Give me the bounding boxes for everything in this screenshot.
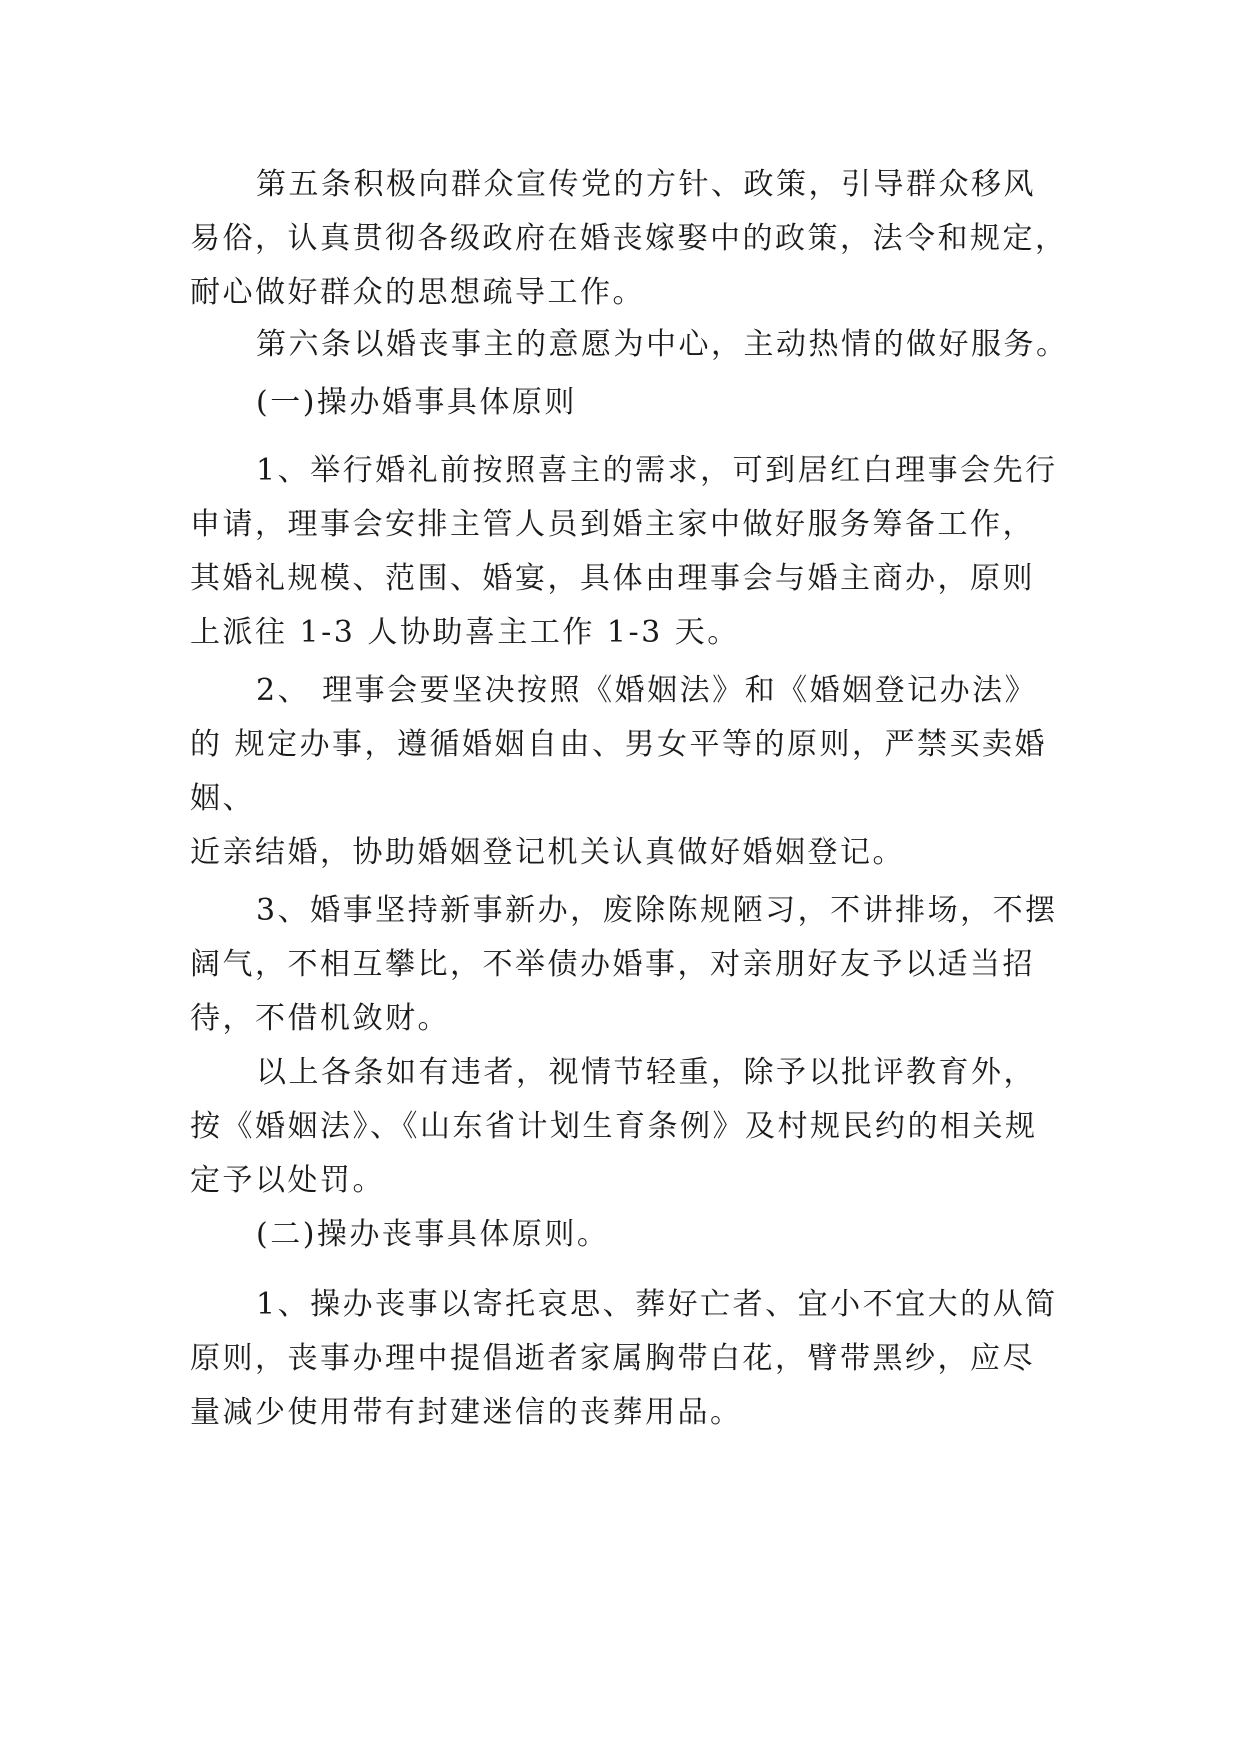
text-line: (二)操办丧事具体原则。: [256, 1217, 610, 1252]
paragraph-wedding-item-1: [190, 444, 1070, 660]
section-heading-wedding: [190, 376, 1070, 430]
text-line: 1、举行婚礼前按照喜主的需求，可到居红白理事会先行: [256, 453, 1058, 488]
paragraph-funeral-item-1: [190, 1278, 1070, 1440]
text-line: 以上各条如有违者，视情节轻重，除予以批评教育外，: [256, 1055, 1036, 1090]
paragraph-article-6: [190, 318, 1070, 372]
paragraph-wedding-item-3: [190, 884, 1070, 1046]
section-heading-funeral: [190, 1208, 1070, 1262]
text-line: 按《婚姻法》、《山东省计划生育条例》及村规民约的相关规: [190, 1109, 1038, 1144]
paragraph-article-5: [190, 158, 1070, 320]
text-line: 易俗，认真贯彻各级政府在婚丧嫁娶中的政策，法令和规定，: [190, 221, 1068, 256]
text-line: 3、婚事坚持新事新办，废除陈规陋习，不讲排场，不摆: [256, 893, 1058, 928]
text-line: 耐心做好群众的思想疏导工作。: [190, 275, 645, 310]
text-line: 1、操办丧事以寄托哀思、葬好亡者、宜小不宜大的从简: [256, 1287, 1058, 1322]
text-line: 其婚礼规模、范围、婚宴，具体由理事会与婚主商办，原则: [190, 561, 1035, 596]
text-line: 量减少使用带有封建迷信的丧葬用品。: [190, 1395, 743, 1430]
text-line: (一)操办婚事具体原则: [256, 385, 577, 420]
paragraph-wedding-item-2: [190, 664, 1070, 880]
text-line: 2、 理事会要坚决按照《婚姻法》和《婚姻登记办法》: [256, 673, 1038, 708]
text-line: 待，不借机敛财。: [190, 1001, 450, 1036]
text-line: 的 规定办事，遵循婚姻自由、男女平等的原则，严禁买卖婚: [190, 727, 1048, 762]
text-line: 上派往 1-3 人协助喜主工作 1-3 天。: [190, 615, 740, 650]
text-line: 第五条积极向群众宣传党的方针、政策，引导群众移风: [256, 167, 1036, 202]
text-line: 原则，丧事办理中提倡逝者家属胸带白花，臂带黑纱，应尽: [190, 1341, 1035, 1376]
text-line: 姻、: [190, 781, 255, 816]
text-line: 申请，理事会安排主管人员到婚主家中做好服务筹备工作，: [190, 507, 1035, 542]
text-line: 阔气，不相互攀比，不举债办婚事，对亲朋好友予以适当招: [190, 947, 1035, 982]
text-line: 近亲结婚，协助婚姻登记机关认真做好婚姻登记。: [190, 835, 905, 870]
text-line: 第六条以婚丧事主的意愿为中心，主动热情的做好服务。: [256, 327, 1069, 362]
paragraph-penalty: [190, 1046, 1070, 1208]
text-line: 定予以处罚。: [190, 1163, 385, 1198]
